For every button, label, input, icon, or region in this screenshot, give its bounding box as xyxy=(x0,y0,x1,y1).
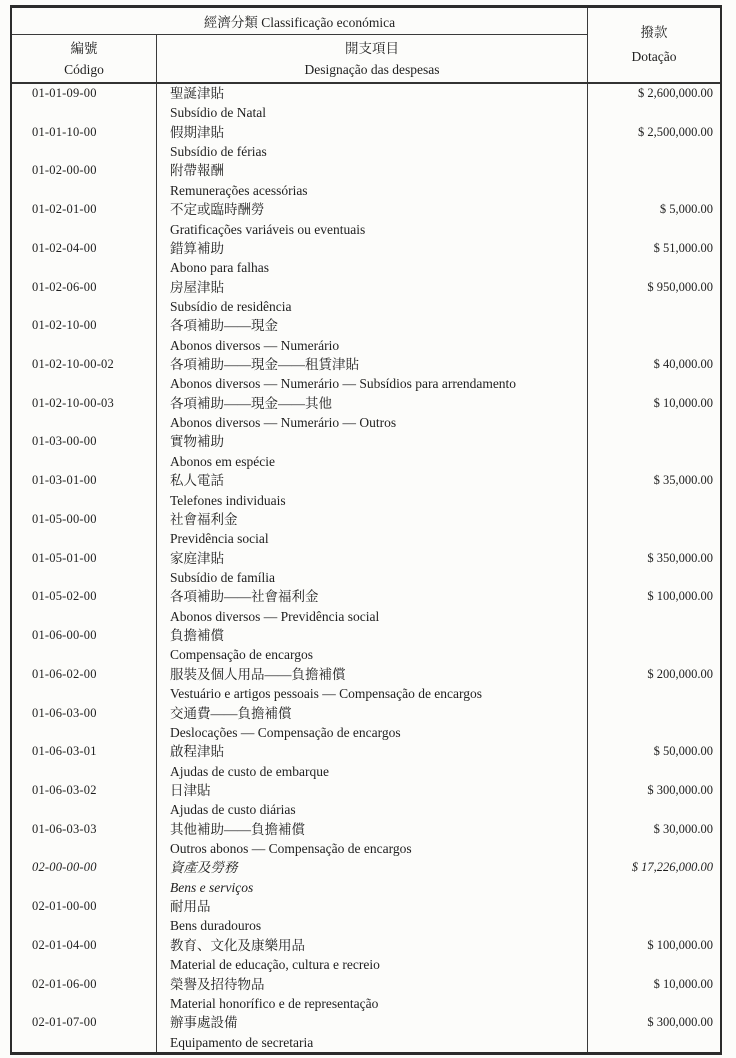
row-desc-zh: 啟程津貼 xyxy=(170,744,224,760)
row-code: 01-06-02-00 xyxy=(12,665,157,704)
table-row xyxy=(12,432,720,471)
row-description xyxy=(157,781,587,820)
table-header xyxy=(12,8,720,84)
row-amount xyxy=(587,626,720,665)
row-desc-pt: Abonos em espécie xyxy=(170,453,275,469)
row-desc-pt: Abono para falhas xyxy=(170,260,269,276)
row-amount: $ 950,000.00 xyxy=(587,278,720,317)
row-description xyxy=(157,936,587,975)
row-desc-pt: Ajudas de custo de embarque xyxy=(170,763,329,779)
table-row xyxy=(12,975,720,1014)
table-row xyxy=(12,161,720,200)
row-description xyxy=(157,84,587,123)
row-desc-pt: Telefones individuais xyxy=(170,492,286,508)
row-desc-zh: 日津貼 xyxy=(170,782,211,798)
table-row xyxy=(12,820,720,859)
row-desc-zh: 錯算補助 xyxy=(170,240,224,256)
row-code: 01-06-03-00 xyxy=(12,704,157,743)
row-code: 02-00-00-00 xyxy=(12,858,157,897)
table-row xyxy=(12,84,720,123)
row-code: 01-02-01-00 xyxy=(12,200,157,239)
row-amount: $ 2,600,000.00 xyxy=(587,84,720,123)
row-description xyxy=(157,239,587,278)
row-code: 01-02-10-00-02 xyxy=(12,355,157,394)
row-desc-zh: 私人電話 xyxy=(170,473,224,489)
table-row xyxy=(12,626,720,665)
header-designation-pt: Designação das despesas xyxy=(304,61,440,77)
row-code: 02-01-04-00 xyxy=(12,936,157,975)
row-desc-pt: Subsídio de Natal xyxy=(170,105,266,121)
row-amount: $ 50,000.00 xyxy=(587,742,720,781)
row-amount: $ 300,000.00 xyxy=(587,1013,720,1052)
row-amount: $ 40,000.00 xyxy=(587,355,720,394)
row-desc-pt: Compensação de encargos xyxy=(170,647,313,663)
row-description xyxy=(157,549,587,588)
row-code: 01-06-03-02 xyxy=(12,781,157,820)
table-row xyxy=(12,858,720,897)
row-code: 01-05-01-00 xyxy=(12,549,157,588)
row-code: 01-05-00-00 xyxy=(12,510,157,549)
row-amount xyxy=(587,510,720,549)
row-description xyxy=(157,704,587,743)
row-amount: $ 5,000.00 xyxy=(587,200,720,239)
table-row xyxy=(12,355,720,394)
row-amount: $ 350,000.00 xyxy=(587,549,720,588)
table-row xyxy=(12,781,720,820)
table-row xyxy=(12,665,720,704)
row-amount: $ 2,500,000.00 xyxy=(587,123,720,162)
row-desc-zh: 教育、文化及康樂用品 xyxy=(170,937,305,953)
row-code: 01-01-10-00 xyxy=(12,123,157,162)
row-desc-pt: Subsídio de família xyxy=(170,569,275,585)
table-row xyxy=(12,510,720,549)
table-row xyxy=(12,742,720,781)
row-desc-zh: 各項補助——現金——租賃津貼 xyxy=(170,357,359,373)
header-economic-classification-label: 經濟分類 Classificação económica xyxy=(203,15,396,30)
row-desc-zh: 實物補助 xyxy=(170,434,224,450)
row-desc-pt: Vestuário e artigos pessoais — Compensação de encargos xyxy=(170,686,483,702)
row-code: 01-02-00-00 xyxy=(12,161,157,200)
table-row xyxy=(12,587,720,626)
row-description xyxy=(157,278,587,317)
row-desc-zh: 房屋津貼 xyxy=(170,279,224,295)
row-amount xyxy=(587,316,720,355)
row-description xyxy=(157,742,587,781)
table-row xyxy=(12,239,720,278)
table-body xyxy=(12,84,720,1052)
row-amount xyxy=(587,432,720,471)
row-desc-zh: 不定或臨時酬勞 xyxy=(170,202,265,218)
row-desc-zh: 負擔補償 xyxy=(170,628,224,644)
row-code: 01-02-04-00 xyxy=(12,239,157,278)
row-desc-pt: Abonos diversos — Numerário — Subsídios para arrendamento xyxy=(170,376,517,392)
row-description xyxy=(157,1013,587,1052)
row-amount: $ 300,000.00 xyxy=(587,781,720,820)
table-row xyxy=(12,549,720,588)
row-amount: $ 35,000.00 xyxy=(587,471,720,510)
row-desc-zh: 聖誕津貼 xyxy=(170,86,224,101)
row-description xyxy=(157,432,587,471)
row-description xyxy=(157,316,587,355)
row-desc-zh: 交通費——負擔補償 xyxy=(170,705,292,721)
row-desc-zh: 辦事處設備 xyxy=(170,1015,238,1031)
header-code-pt: Código xyxy=(64,61,104,77)
row-desc-zh: 家庭津貼 xyxy=(170,550,224,566)
row-desc-pt: Equipamento de secretaria xyxy=(170,1034,314,1050)
row-code: 01-02-10-00 xyxy=(12,316,157,355)
header-designation-column xyxy=(157,35,587,82)
row-description xyxy=(157,975,587,1014)
row-desc-pt: Material honorífico e de representação xyxy=(170,995,379,1011)
row-description xyxy=(157,200,587,239)
row-desc-pt: Subsídio de residência xyxy=(170,298,292,314)
table-row xyxy=(12,1013,720,1052)
row-code: 01-05-02-00 xyxy=(12,587,157,626)
row-desc-pt: Gratificações variáveis ou eventuais xyxy=(170,221,366,237)
row-amount: $ 17,226,000.00 xyxy=(587,858,720,897)
row-description xyxy=(157,897,587,936)
row-desc-zh: 耐用品 xyxy=(170,899,211,915)
row-code: 01-06-03-01 xyxy=(12,742,157,781)
row-amount: $ 10,000.00 xyxy=(587,975,720,1014)
row-desc-zh: 服裝及個人用品——負擔補償 xyxy=(170,666,346,682)
budget-table xyxy=(10,5,722,1055)
row-code: 01-01-09-00 xyxy=(12,84,157,123)
row-desc-pt: Material de educação, cultura e recreio xyxy=(170,957,380,973)
row-amount: $ 100,000.00 xyxy=(587,936,720,975)
row-desc-zh: 資產及勞務 xyxy=(170,860,238,876)
table-row xyxy=(12,394,720,433)
row-description xyxy=(157,355,587,394)
row-desc-zh: 其他補助——負擔補償 xyxy=(170,821,305,837)
table-row xyxy=(12,471,720,510)
row-code: 01-03-01-00 xyxy=(12,471,157,510)
header-code-zh: 編號 xyxy=(70,40,98,56)
row-description xyxy=(157,394,587,433)
row-description xyxy=(157,626,587,665)
row-desc-pt: Deslocações — Compensação de encargos xyxy=(170,724,401,740)
row-amount: $ 10,000.00 xyxy=(587,394,720,433)
header-dotacao-pt: Dotação xyxy=(631,49,677,64)
row-amount xyxy=(587,704,720,743)
table-row xyxy=(12,123,720,162)
row-desc-zh: 各項補助——現金 xyxy=(170,318,278,334)
row-desc-pt: Remunerações acessórias xyxy=(170,182,308,198)
row-amount xyxy=(587,897,720,936)
row-desc-pt: Bens duradouros xyxy=(170,918,262,934)
header-dotacao-column xyxy=(587,8,720,82)
row-description xyxy=(157,820,587,859)
row-desc-pt: Bens e serviços xyxy=(170,879,254,895)
row-desc-zh: 假期津貼 xyxy=(170,124,224,140)
row-description xyxy=(157,510,587,549)
row-amount: $ 30,000.00 xyxy=(587,820,720,859)
header-designation-zh: 開支項目 xyxy=(345,40,399,56)
header-economic-classification xyxy=(12,8,587,35)
row-description xyxy=(157,858,587,897)
row-desc-zh: 社會福利金 xyxy=(170,511,238,527)
row-description xyxy=(157,161,587,200)
table-row xyxy=(12,278,720,317)
header-dotacao-zh: 撥款 xyxy=(640,25,668,40)
header-code-column xyxy=(12,35,157,82)
row-desc-zh: 附帶報酬 xyxy=(170,163,224,179)
row-desc-zh: 各項補助——社會福利金 xyxy=(170,589,319,605)
row-description xyxy=(157,471,587,510)
row-code: 01-06-03-03 xyxy=(12,820,157,859)
row-desc-pt: Abonos diversos — Previdência social xyxy=(170,608,380,624)
row-code: 02-01-06-00 xyxy=(12,975,157,1014)
row-desc-pt: Ajudas de custo diárias xyxy=(170,802,296,818)
row-desc-zh: 各項補助——現金——其他 xyxy=(170,395,332,411)
row-code: 01-06-00-00 xyxy=(12,626,157,665)
row-desc-zh: 榮譽及招待物品 xyxy=(170,976,265,992)
table-row xyxy=(12,316,720,355)
table-row xyxy=(12,200,720,239)
row-desc-pt: Abonos diversos — Numerário xyxy=(170,337,340,353)
row-code: 02-01-00-00 xyxy=(12,897,157,936)
table-row xyxy=(12,897,720,936)
row-desc-pt: Subsídio de férias xyxy=(170,144,267,160)
row-code: 01-02-06-00 xyxy=(12,278,157,317)
table-row xyxy=(12,704,720,743)
row-description xyxy=(157,587,587,626)
row-desc-pt: Outros abonos — Compensação de encargos xyxy=(170,841,412,857)
row-desc-pt: Previdência social xyxy=(170,531,269,547)
row-amount: $ 200,000.00 xyxy=(587,665,720,704)
row-amount: $ 51,000.00 xyxy=(587,239,720,278)
row-code: 01-03-00-00 xyxy=(12,432,157,471)
row-amount xyxy=(587,161,720,200)
row-amount: $ 100,000.00 xyxy=(587,587,720,626)
row-description xyxy=(157,123,587,162)
table-row xyxy=(12,936,720,975)
row-description xyxy=(157,665,587,704)
row-code: 01-02-10-00-03 xyxy=(12,394,157,433)
row-desc-pt: Abonos diversos — Numerário — Outros xyxy=(170,415,397,431)
row-code: 02-01-07-00 xyxy=(12,1013,157,1052)
